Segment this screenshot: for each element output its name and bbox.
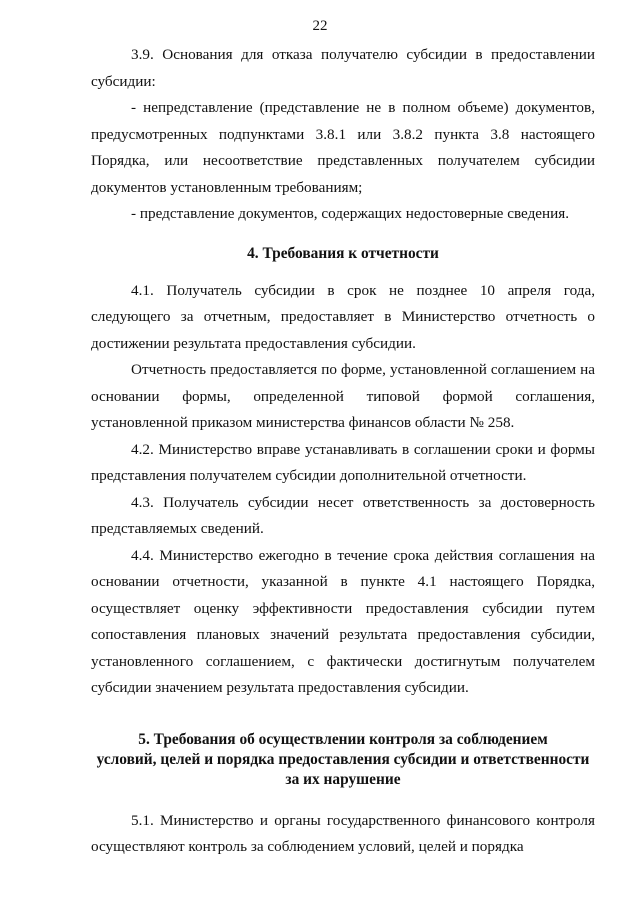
paragraph-5-1: 5.1. Министерство и органы государственного финансового контроля осуществляют контроль за соблюдением условий, целей и порядка — [91, 811, 595, 855]
list-item: - непредставление (представление не в полном объеме) документов, предусмотренных подпунктами 3.8.1 или 3.8.2 пункта 3.8 настоящего Порядка, или несоответствие представленных получателем субсидии документов установленным требованиям; — [91, 99, 595, 196]
paragraph-3-9: 3.9. Основания для отказа получателю субсидии в предоставлении субсидии: — [91, 46, 595, 90]
paragraph-4-4: 4.4. Министерство ежегодно в течение срока действия соглашения на основании отчетности, указанной в пункте 4.1 настоящего Порядка, осуществляет оценку эффективности предоставления субсидии путем сопоставления плановых значений результата предоставления субсидии, установленного соглашением, с фактически достигнутым получателем субсидии значением результата предоставления субсидии. — [91, 546, 595, 696]
section-5-title-line: 5. Требования об осуществлении контроля за соблюдением — [138, 730, 548, 748]
section-5-title — [91, 730, 595, 790]
section-5-title-line: за их нарушение — [285, 770, 401, 788]
paragraph-4-1-form: Отчетность предоставляется по форме, установленной соглашением на основании формы, определенной типовой формой соглашения, установленной приказом министерства финансов области № 258. — [91, 361, 595, 431]
page-number: 22 — [312, 18, 328, 34]
paragraph-4-2: 4.2. Министерство вправе устанавливать в соглашении сроки и формы представления получателем субсидии дополнительной отчетности. — [91, 440, 595, 484]
paragraph-4-3: 4.3. Получатель субсидии несет ответственность за достоверность представляемых сведений. — [91, 493, 595, 537]
section-5-title-line: условий, целей и порядка предоставления субсидии и ответственности — [96, 750, 590, 768]
list-item: - представление документов, содержащих недостоверные сведения. — [131, 205, 570, 222]
paragraph-4-1: 4.1. Получатель субсидии в срок не позднее 10 апреля года, следующего за отчетным, предоставляет в Министерство отчетность о достижении результата предоставления субсидии. — [91, 281, 595, 352]
document-body — [91, 42, 595, 861]
section-4-title: 4. Требования к отчетности — [247, 244, 439, 262]
